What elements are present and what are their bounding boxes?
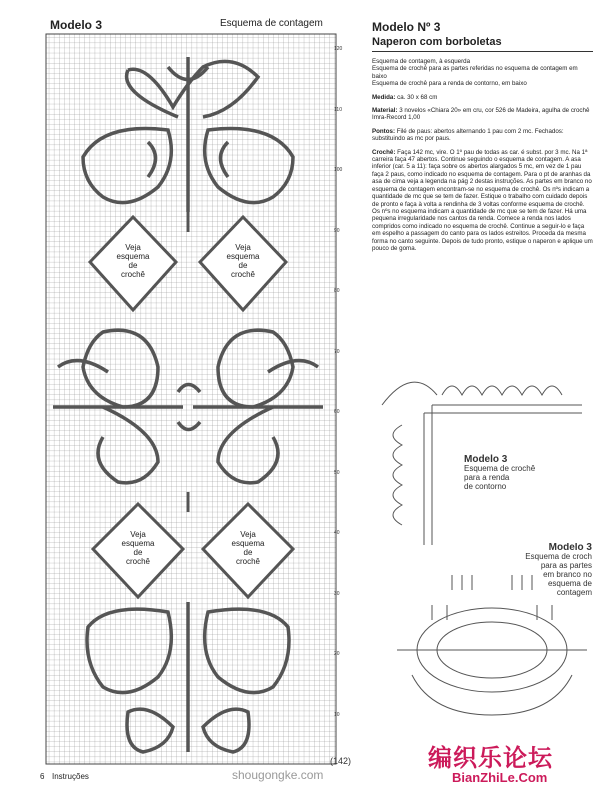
chart-title: Modelo 3 (50, 18, 103, 32)
row-label: 20 (334, 651, 340, 657)
chart-subtitle: Esquema de contagem (220, 18, 323, 29)
diagram1-title: Modelo 3 (464, 454, 508, 465)
row-label: 40 (334, 530, 340, 536)
page-number: 6 (40, 772, 45, 781)
pontos-text: Filé de paus: abertos alternando 1 pau com 2 mc. Fechados: substituindo as mc por paus. (372, 127, 564, 143)
intro-text: Esquema de contagem, à esquerda Esquema de crochê para as partes referidas no esquema de contagem em baixo Esquema de crochê para a renda de contorno, em baixo (372, 58, 578, 88)
row-label: 80 (334, 288, 340, 294)
veja-line: esquema de (116, 252, 150, 270)
diagram1-caption (464, 455, 535, 491)
material-paragraph (372, 107, 593, 122)
instructions-column (372, 20, 593, 258)
row-label: 120 (334, 46, 343, 52)
croche-paragraph (372, 149, 593, 253)
croche-text: Faça 142 mc, vire. O 1º pau de todas as car. é subst. por 3 mc. Na 1ª carreira faça 47 abertos. Continue seguindo o esquema de contagem. A asa inferior (car. 5 a 11): faça sobre os abertos alargados 5 mc, em vez de 1 pau faça 2 paus, como indicado no esquema de contagem. Para o pt de aranhas da asa de cima veja a legenda na pág 2 destas instruções. As partes em branco no esquema de contagem encontram-se no esquema de crochê. Os nºs indicam a quantidade de mc que se tem de fazer. Estique o trabalho com cuidado depois de pronto e faça à volta a rendinha de 3 voltas conforme esquema de crochê. Os nºs no esquema indicam a quantidade de mc que se tem de fazer. Há uma pequena irregularidade nos cantos da renda. Comece a renda nos lados compridos como indicado no esquema de crochê. Continue a seguir-lo e faça em espelho a passagem do canto para os lados estreitos. Proceda da mesma forma no canto seguinte. Depois de tudo pronto, estique o naperon e aplique um pouco de goma. (372, 148, 593, 252)
diagram2-title: Modelo 3 (548, 543, 592, 553)
veja-line: crochê (125, 557, 150, 566)
diagram2-line: em branco no (543, 570, 592, 579)
veja-note-3 (116, 530, 160, 566)
veja-line: Veja (235, 243, 251, 252)
diagram2-line: para as partes (540, 561, 592, 570)
croche-label: Crochê: (372, 148, 396, 156)
forum-logo-en: BianZhiLe.Com (452, 770, 548, 785)
diagram1-line: de contorno (464, 482, 507, 491)
page-number-watermark: (142) (330, 756, 352, 766)
row-label: 10 (334, 711, 340, 718)
diagram2-line: contagem (556, 588, 592, 597)
diagram1-line: para a renda (464, 473, 510, 482)
model-title: Modelo Nº 3 (372, 20, 441, 34)
diagram2-line: Esquema de croch (525, 552, 592, 561)
row-label: 100 (334, 167, 343, 173)
veja-note-2 (221, 243, 265, 279)
row-label: 90 (334, 227, 340, 234)
veja-note-4 (226, 530, 270, 566)
veja-line: crochê (120, 270, 145, 279)
material-label: Material: (372, 107, 398, 115)
footer-section: Instruções (52, 772, 89, 781)
filet-counting-chart (8, 12, 364, 772)
pontos-label: Pontos: (372, 127, 396, 135)
veja-line: Veja (125, 243, 141, 252)
diagram2-line: esquema de (547, 579, 592, 588)
row-label: 70 (334, 348, 340, 355)
row-label: 60 (334, 409, 340, 415)
veja-note-1 (111, 243, 155, 279)
medida-paragraph (372, 94, 593, 101)
chart-grid (8, 12, 364, 772)
veja-line: Veja (130, 530, 146, 539)
medida-text: ca. 30 x 68 cm (397, 93, 438, 101)
pontos-paragraph (372, 128, 593, 143)
veja-line: Veja (240, 530, 256, 539)
diagram1-line: Esquema de crochê (464, 464, 536, 473)
row-label: 50 (334, 469, 340, 476)
medida-label: Medida: (372, 93, 396, 101)
model-subtitle: Naperon com borboletas (372, 36, 593, 52)
watermark-url: shougongke.com (232, 768, 324, 782)
row-label: 30 (334, 590, 340, 597)
veja-line: crochê (235, 557, 260, 566)
row-label: 110 (334, 106, 342, 113)
veja-line: esquema de (231, 539, 265, 557)
veja-line: esquema de (121, 539, 155, 557)
forum-logo-cn: 编织乐论坛 (428, 745, 553, 772)
veja-line: esquema de (226, 252, 260, 270)
veja-line: crochê (230, 270, 255, 279)
material-text: 3 novelos «Chiara 20» em cru, cor 526 de Madeira, agulha de crochê Imra-Record 1,00 (372, 107, 590, 122)
diagram2-caption (510, 543, 592, 597)
